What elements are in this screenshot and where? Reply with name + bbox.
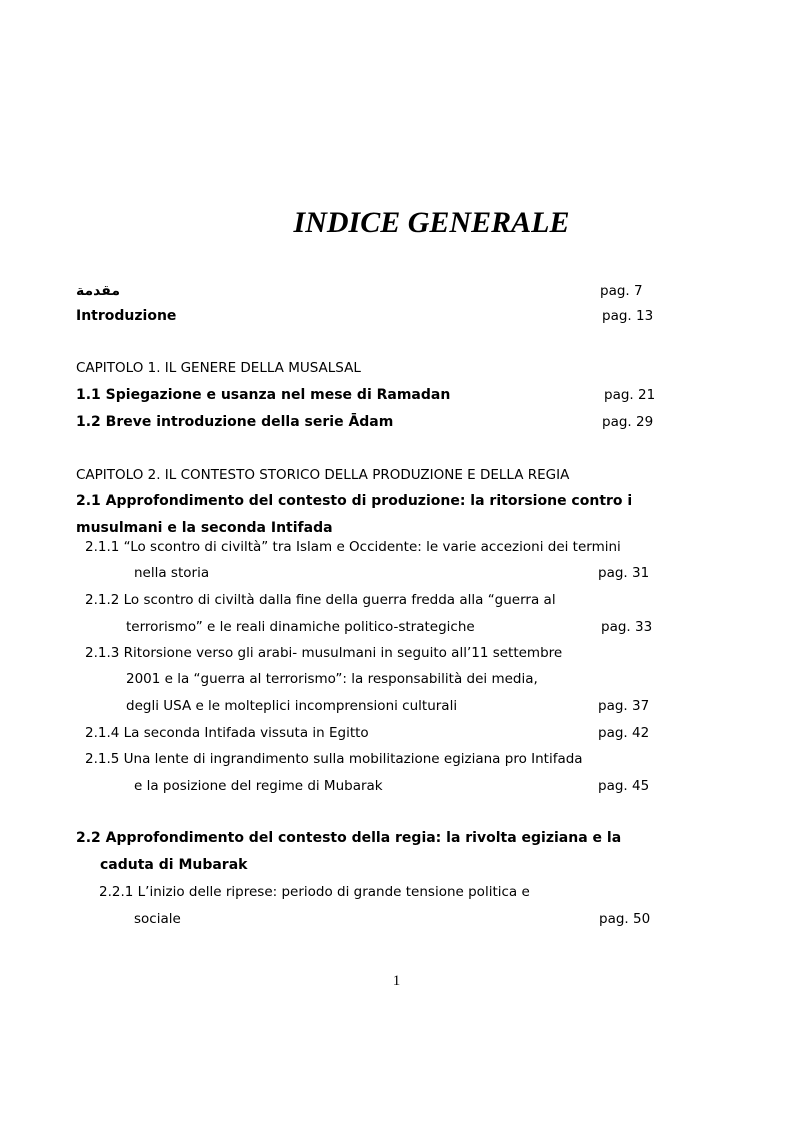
toc-subsection-2-1-3-line1: 2.1.3 Ritorsione verso gli arabi- musulmani in seguito all’11 settembre [85, 645, 563, 661]
toc-page-2-1-1: pag. 31 [598, 565, 650, 581]
toc-subsection-2-1-3-line3: degli USA e le molteplici incomprensioni culturali [126, 698, 458, 714]
toc-entry-muqaddima: مقدمة [76, 283, 120, 299]
toc-section-2-2-line1: 2.2 Approfondimento del contesto della regia: la rivolta egiziana e la [76, 830, 622, 846]
toc-section-2-2-line2: caduta di Mubarak [100, 857, 248, 873]
toc-subsection-2-1-1-line2: nella storia [134, 565, 210, 581]
toc-page-1-2: pag. 29 [602, 414, 654, 430]
toc-subsection-2-1-5-line1: 2.1.5 Una lente di ingrandimento sulla mobilitazione egiziana pro Intifada [85, 751, 583, 767]
toc-subsection-2-1-2-line2: terrorismo” e le reali dinamiche politico-strategiche [126, 619, 475, 635]
toc-section-1-2: 1.2 Breve introduzione della serie Ādam [76, 414, 394, 430]
toc-page-1-1: pag. 21 [604, 387, 656, 403]
toc-chapter-1: CAPITOLO 1. IL GENERE DELLA MUSALSAL [76, 360, 361, 376]
toc-page-2-1-4: pag. 42 [598, 725, 650, 741]
toc-subsection-2-1-2-line1: 2.1.2 Lo scontro di civiltà dalla fine della guerra fredda alla “guerra al [85, 592, 556, 608]
toc-entry-introduzione: Introduzione [76, 308, 177, 324]
toc-subsection-2-1-5-line2: e la posizione del regime di Mubarak [134, 778, 383, 794]
toc-section-1-1: 1.1 Spiegazione e usanza nel mese di Ramadan [76, 387, 451, 403]
toc-section-2-1-line1: 2.1 Approfondimento del contesto di produzione: la ritorsione contro i [76, 493, 633, 509]
toc-subsection-2-2-1-line2: sociale [134, 911, 181, 927]
toc-page-muqaddima: pag. 7 [600, 283, 643, 299]
toc-section-2-1-line2: musulmani e la seconda Intifada [76, 520, 333, 536]
toc-page-2-1-5: pag. 45 [598, 778, 650, 794]
toc-subsection-2-1-4: 2.1.4 La seconda Intifada vissuta in Egitto [85, 725, 369, 741]
toc-subsection-2-1-3-line2: 2001 e la “guerra al terrorismo”: la responsabilità dei media, [126, 671, 538, 687]
toc-page-2-2-1: pag. 50 [599, 911, 651, 927]
toc-page-introduzione: pag. 13 [602, 308, 654, 324]
toc-page-2-1-3: pag. 37 [598, 698, 650, 714]
toc-subsection-2-1-1-line1: 2.1.1 “Lo scontro di civiltà” tra Islam e Occidente: le varie accezioni dei termini [85, 539, 621, 555]
page-title: INDICE GENERALE [293, 206, 570, 239]
page-number: 1 [392, 973, 401, 989]
toc-chapter-2: CAPITOLO 2. IL CONTESTO STORICO DELLA PRODUZIONE E DELLA REGIA [76, 467, 570, 483]
toc-subsection-2-2-1-line1: 2.2.1 L’inizio delle riprese: periodo di grande tensione politica e [99, 884, 530, 900]
toc-page-2-1-2: pag. 33 [601, 619, 653, 635]
